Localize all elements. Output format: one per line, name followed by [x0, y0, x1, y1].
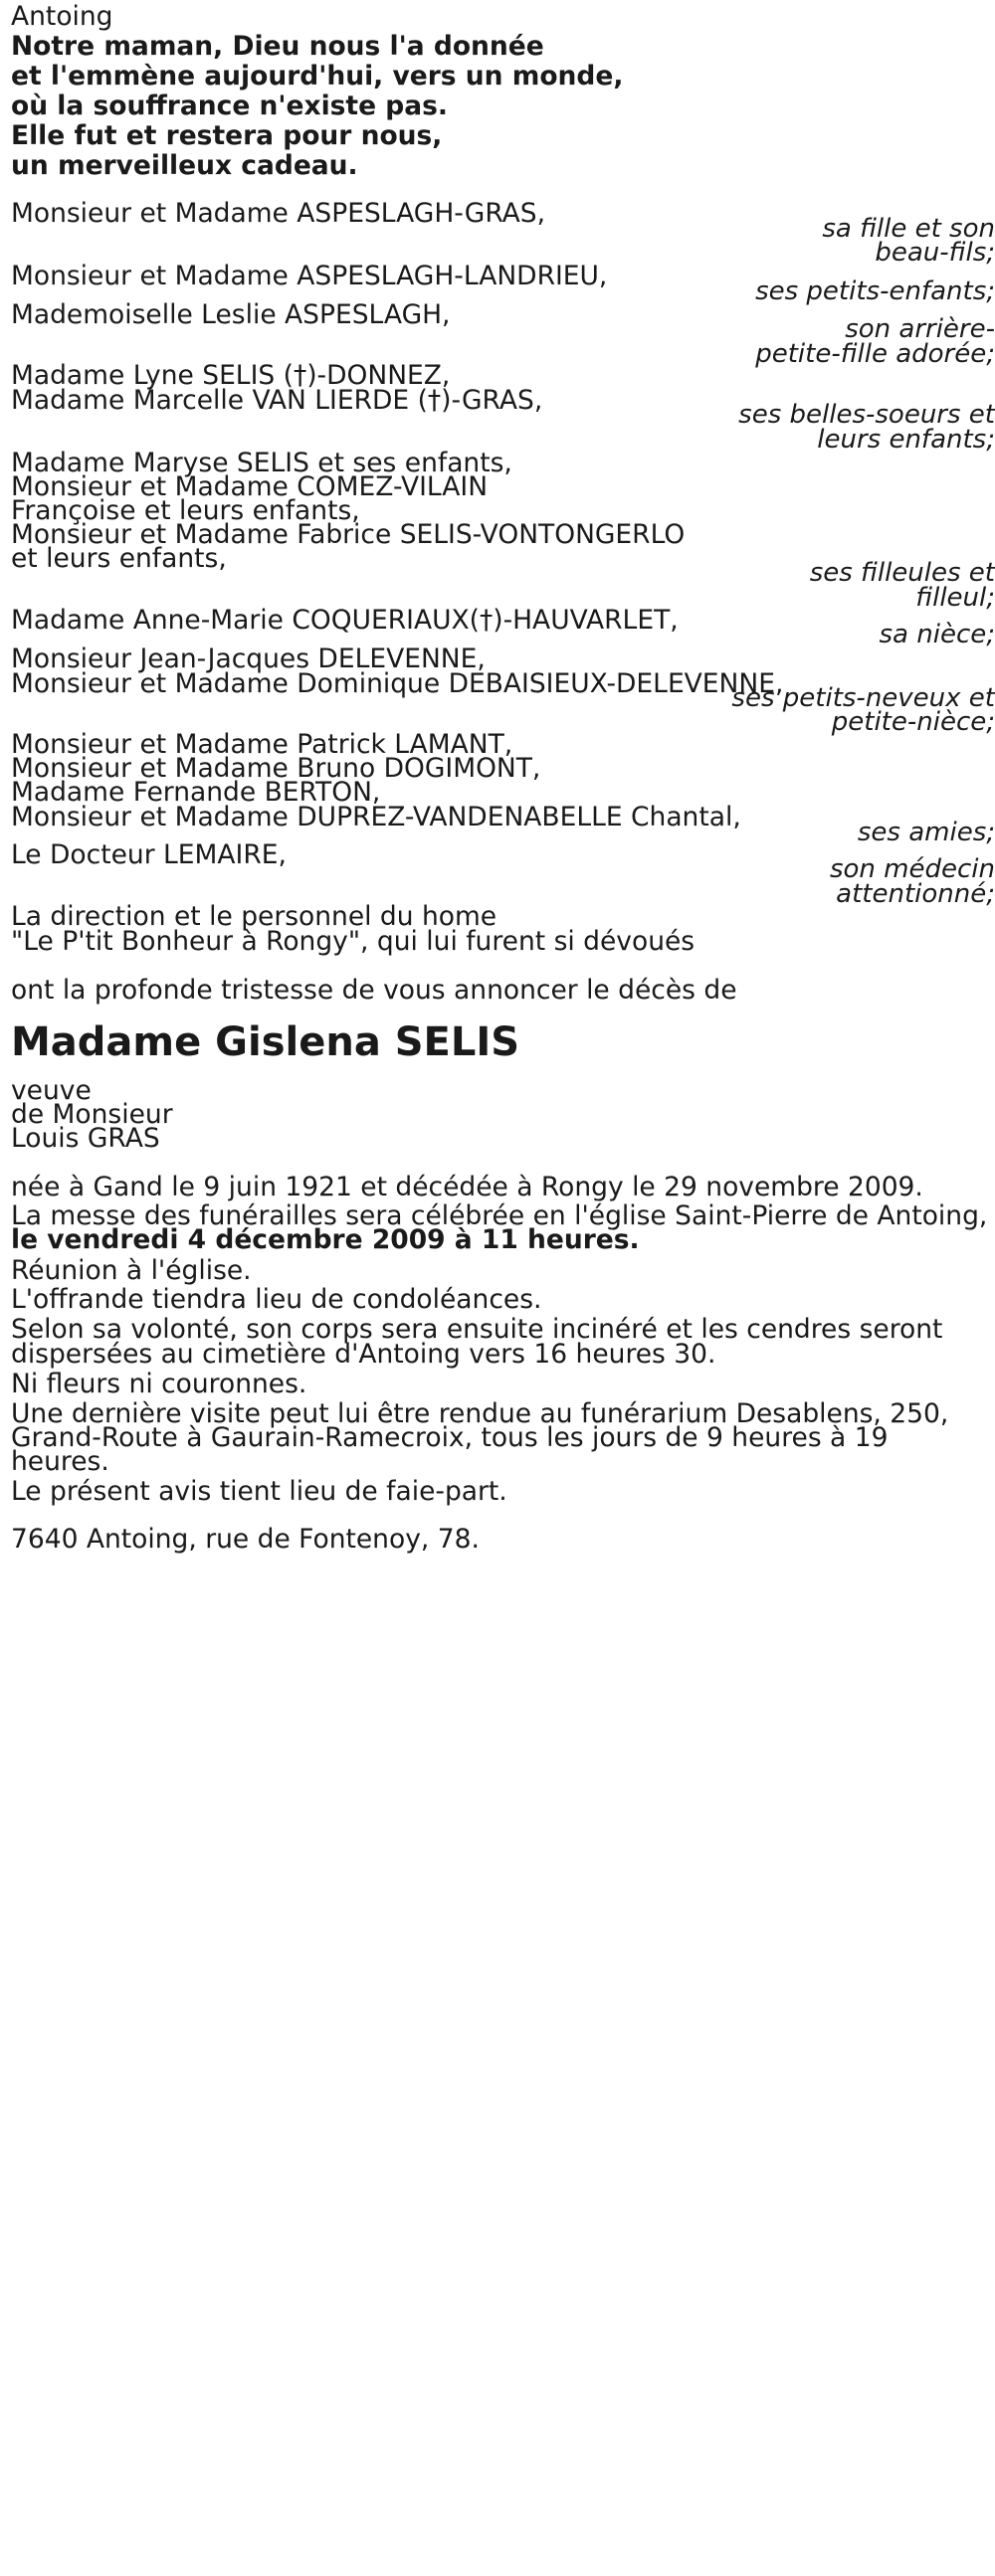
- mourner-relation: petite-nièce;: [831, 707, 995, 737]
- detail-line: heures.: [11, 1446, 109, 1477]
- mourner-name: Monsieur et Madame Dominique DEBAISIEUX-DELEVENNE,: [11, 668, 784, 699]
- detail-line: L'offrande tiendra lieu de condoléances.: [11, 1284, 542, 1315]
- mourner-name: La direction et le personnel du home: [11, 901, 498, 932]
- poem-line: où la souffrance n'existe pas.: [11, 91, 448, 121]
- mourner-relation: ses petits-enfants;: [755, 276, 995, 306]
- detail-line: Selon sa volonté, son corps sera ensuite incinéré et les cendres seront: [11, 1314, 943, 1345]
- mourner-relation: son arrière-: [845, 314, 995, 344]
- spouse-line: de Monsieur: [11, 1099, 173, 1130]
- detail-line: Le présent avis tient lieu de faie-part.: [11, 1476, 507, 1507]
- poem-line: Elle fut et restera pour nous,: [11, 120, 443, 151]
- deceased-name: Madame Gislena SELIS: [11, 1019, 520, 1065]
- detail-line: Ni fleurs ni couronnes.: [11, 1369, 307, 1399]
- mourner-name: Monsieur Jean-Jacques DELEVENNE,: [11, 644, 486, 674]
- mourner-relation: sa fille et son: [822, 214, 995, 244]
- mourner-relation: filleul;: [915, 583, 995, 613]
- mourner-name: Monsieur et Madame ASPESLAGH-GRAS,: [11, 198, 546, 229]
- funeral-date: le vendredi 4 décembre 2009 à 11 heures.: [11, 1224, 640, 1255]
- detail-line: Une dernière visite peut lui être rendue au funérarium Desablens, 250,: [11, 1398, 949, 1429]
- mourner-name: Françoise et leurs enfants,: [11, 495, 360, 526]
- poem-line: un merveilleux cadeau.: [11, 150, 358, 181]
- mourner-name: Monsieur et Madame Patrick LAMANT,: [11, 729, 513, 760]
- mourner-name: et leurs enfants,: [11, 543, 227, 574]
- mourner-name: Le Docteur LEMAIRE,: [11, 839, 287, 870]
- mourner-name: Mademoiselle Leslie ASPESLAGH,: [11, 299, 451, 330]
- detail-line: Grand-Route à Gaurain-Ramecroix, tous les jours de 9 heures à 19: [11, 1422, 889, 1453]
- mourner-name: Monsieur et Madame DUPREZ-VANDENABELLE Chantal,: [11, 802, 741, 832]
- mourner-relation: petite-fille adorée;: [755, 339, 995, 369]
- detail-line: La messe des funérailles sera célébrée en l'église Saint-Pierre de Antoing,: [11, 1200, 988, 1231]
- mourner-name: Madame Fernande BERTON,: [11, 777, 381, 808]
- address-line: 7640 Antoing, rue de Fontenoy, 78.: [11, 1524, 480, 1555]
- mourner-relation: ses belles-soeurs et: [738, 400, 995, 430]
- poem-line: Notre maman, Dieu nous l'a donnée: [11, 31, 544, 62]
- announcement-line: ont la profonde tristesse de vous annoncer le décès de: [11, 975, 737, 1006]
- detail-line: née à Gand le 9 juin 1921 et décédée à Rongy le 29 novembre 2009.: [11, 1172, 923, 1202]
- mourner-name: Monsieur et Madame Fabrice SELIS-VONTONGERLO: [11, 519, 686, 550]
- mourner-name: Madame Anne-Marie COQUERIAUX(†)-HAUVARLET,: [11, 605, 679, 636]
- poem-line: et l'emmène aujourd'hui, vers un monde,: [11, 61, 624, 92]
- mourner-name: Madame Marcelle VAN LIERDE (†)-GRAS,: [11, 385, 543, 416]
- mourner-relation: son médecin: [829, 854, 995, 884]
- detail-line: dispersées au cimetière d'Antoing vers 16 heures 30.: [11, 1339, 716, 1370]
- mourner-name: "Le P'tit Bonheur à Rongy", qui lui furent si dévoués: [11, 926, 696, 957]
- mourner-relation: sa nièce;: [879, 620, 995, 649]
- mourner-relation: leurs enfants;: [817, 425, 995, 455]
- mourner-name: Madame Lyne SELIS (†)-DONNEZ,: [11, 360, 451, 391]
- mourner-relation: beau-fils;: [875, 238, 995, 268]
- spouse-line: Louis GRAS: [11, 1123, 160, 1154]
- mourner-relation: ses amies;: [857, 818, 995, 847]
- mourner-relation: attentionné;: [836, 879, 995, 909]
- mourner-name: Monsieur et Madame Bruno DOGIMONT,: [11, 753, 541, 784]
- city-label: Antoing: [11, 1, 113, 32]
- mourner-relation: ses filleules et: [809, 558, 995, 588]
- mourner-relation: ses petits-neveux et: [731, 683, 995, 713]
- mourner-name: Madame Maryse SELIS et ses enfants,: [11, 448, 512, 478]
- detail-line: Réunion à l'église.: [11, 1255, 252, 1286]
- spouse-line: veuve: [11, 1075, 92, 1106]
- mourner-name: Monsieur et Madame COMEZ-VILAIN: [11, 471, 489, 502]
- mourner-name: Monsieur et Madame ASPESLAGH-LANDRIEU,: [11, 261, 608, 291]
